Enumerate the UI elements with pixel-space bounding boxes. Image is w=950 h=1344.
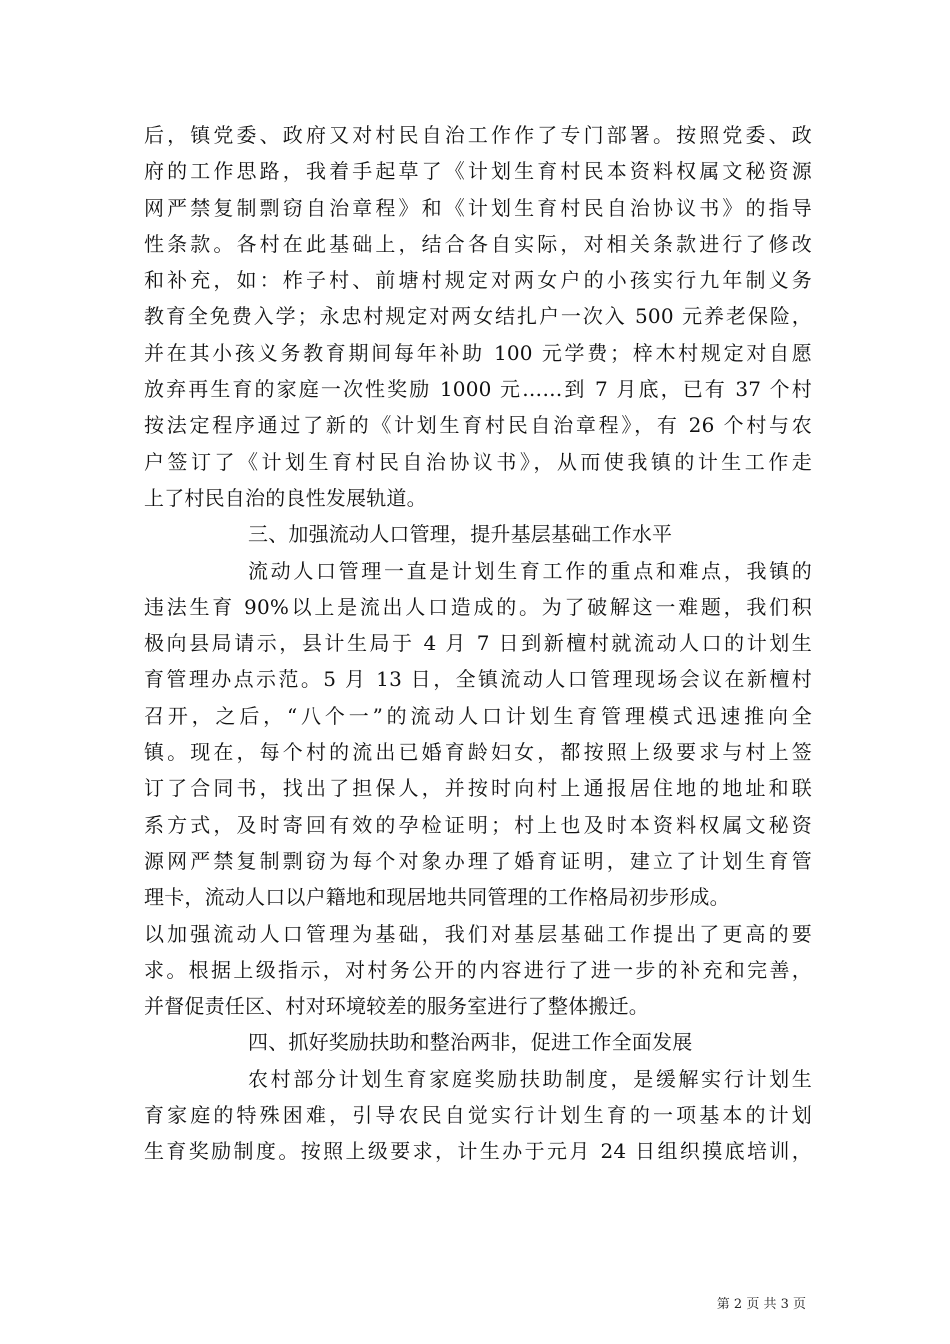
page-number: 第 2 页 共 3 页 — [716, 1297, 806, 1312]
text-line: 府的工作思路，我着手起草了《计划生育村民本资料权属文秘资源 — [144, 159, 812, 184]
text-line: 订了合同书，找出了担保人，并按时向村上通报居住地的地址和联 — [144, 776, 812, 801]
section-heading: 四、抓好奖励扶助和整治两非，促进工作全面发展 — [248, 1030, 693, 1055]
text-line: 教育全免费入学；永忠村规定对两女结扎户一次入 500 元养老保险， — [144, 304, 812, 329]
text-line: 系方式，及时寄回有效的孕检证明；村上也及时本资料权属文秘资 — [144, 812, 812, 837]
text-line: 源网严禁复制剽窃为每个对象办理了婚育证明，建立了计划生育管 — [144, 848, 812, 873]
text-line: 户签订了《计划生育村民自治协议书》，从而使我镇的计生工作走 — [144, 449, 812, 474]
section-heading: 三、加强流动人口管理，提升基层基础工作水平 — [248, 522, 673, 547]
text-line: 网严禁复制剽窃自治章程》和《计划生育村民自治协议书》的指导 — [144, 195, 812, 220]
text-line: 和补充，如：柞子村、前塘村规定对两女户的小孩实行九年制义务 — [144, 268, 812, 293]
text-line: 按法定程序通过了新的《计划生育村民自治章程》，有 26 个村与农 — [144, 413, 812, 438]
text-line: 流动人口管理一直是计划生育工作的重点和难点，我镇的 — [248, 558, 812, 583]
text-line: 上了村民自治的良性发展轨道。 — [144, 485, 427, 510]
text-line: 育管理办点示范。5 月 13 日，全镇流动人口管理现场会议在新檀村 — [144, 667, 812, 692]
text-line: 农村部分计划生育家庭奖励扶助制度，是缓解实行计划生 — [248, 1066, 812, 1091]
text-line: 并督促责任区、村对环境较差的服务室进行了整体搬迁。 — [144, 994, 649, 1019]
text-line: 理卡，流动人口以户籍地和现居地共同管理的工作格局初步形成。 — [144, 885, 730, 910]
document-body — [144, 117, 812, 1170]
text-line: 求。根据上级指示，对村务公开的内容进行了进一步的补充和完善， — [144, 957, 812, 982]
text-line: 性条款。各村在此基础上，结合各自实际，对相关条款进行了修改 — [144, 231, 812, 256]
text-line: 违法生育 90%以上是流出人口造成的。为了破解这一难题，我们积 — [144, 594, 812, 619]
text-line: 极向县局请示，县计生局于 4 月 7 日到新檀村就流动人口的计划生 — [144, 631, 812, 656]
text-line: 镇。现在，每个村的流出已婚育龄妇女，都按照上级要求与村上签 — [144, 740, 812, 765]
text-line: 并在其小孩义务教育期间每年补助 100 元学费；梓木村规定对自愿 — [144, 340, 812, 365]
text-line: 育家庭的特殊困难，引导农民自觉实行计划生育的一项基本的计划 — [144, 1103, 812, 1128]
text-line: 后，镇党委、政府又对村民自治工作作了专门部署。按照党委、政 — [144, 123, 812, 147]
text-line: 召开，之后，“八个一”的流动人口计划生育管理模式迅速推向全 — [144, 703, 812, 728]
text-line: 放弃再生育的家庭一次性奖励 1000 元……到 7 月底，已有 37 个村 — [144, 377, 812, 402]
text-line: 以加强流动人口管理为基础，我们对基层基础工作提出了更高的要 — [144, 921, 812, 946]
text-line: 生育奖励制度。按照上级要求，计生办于元月 24 日组织摸底培训， — [144, 1139, 812, 1164]
